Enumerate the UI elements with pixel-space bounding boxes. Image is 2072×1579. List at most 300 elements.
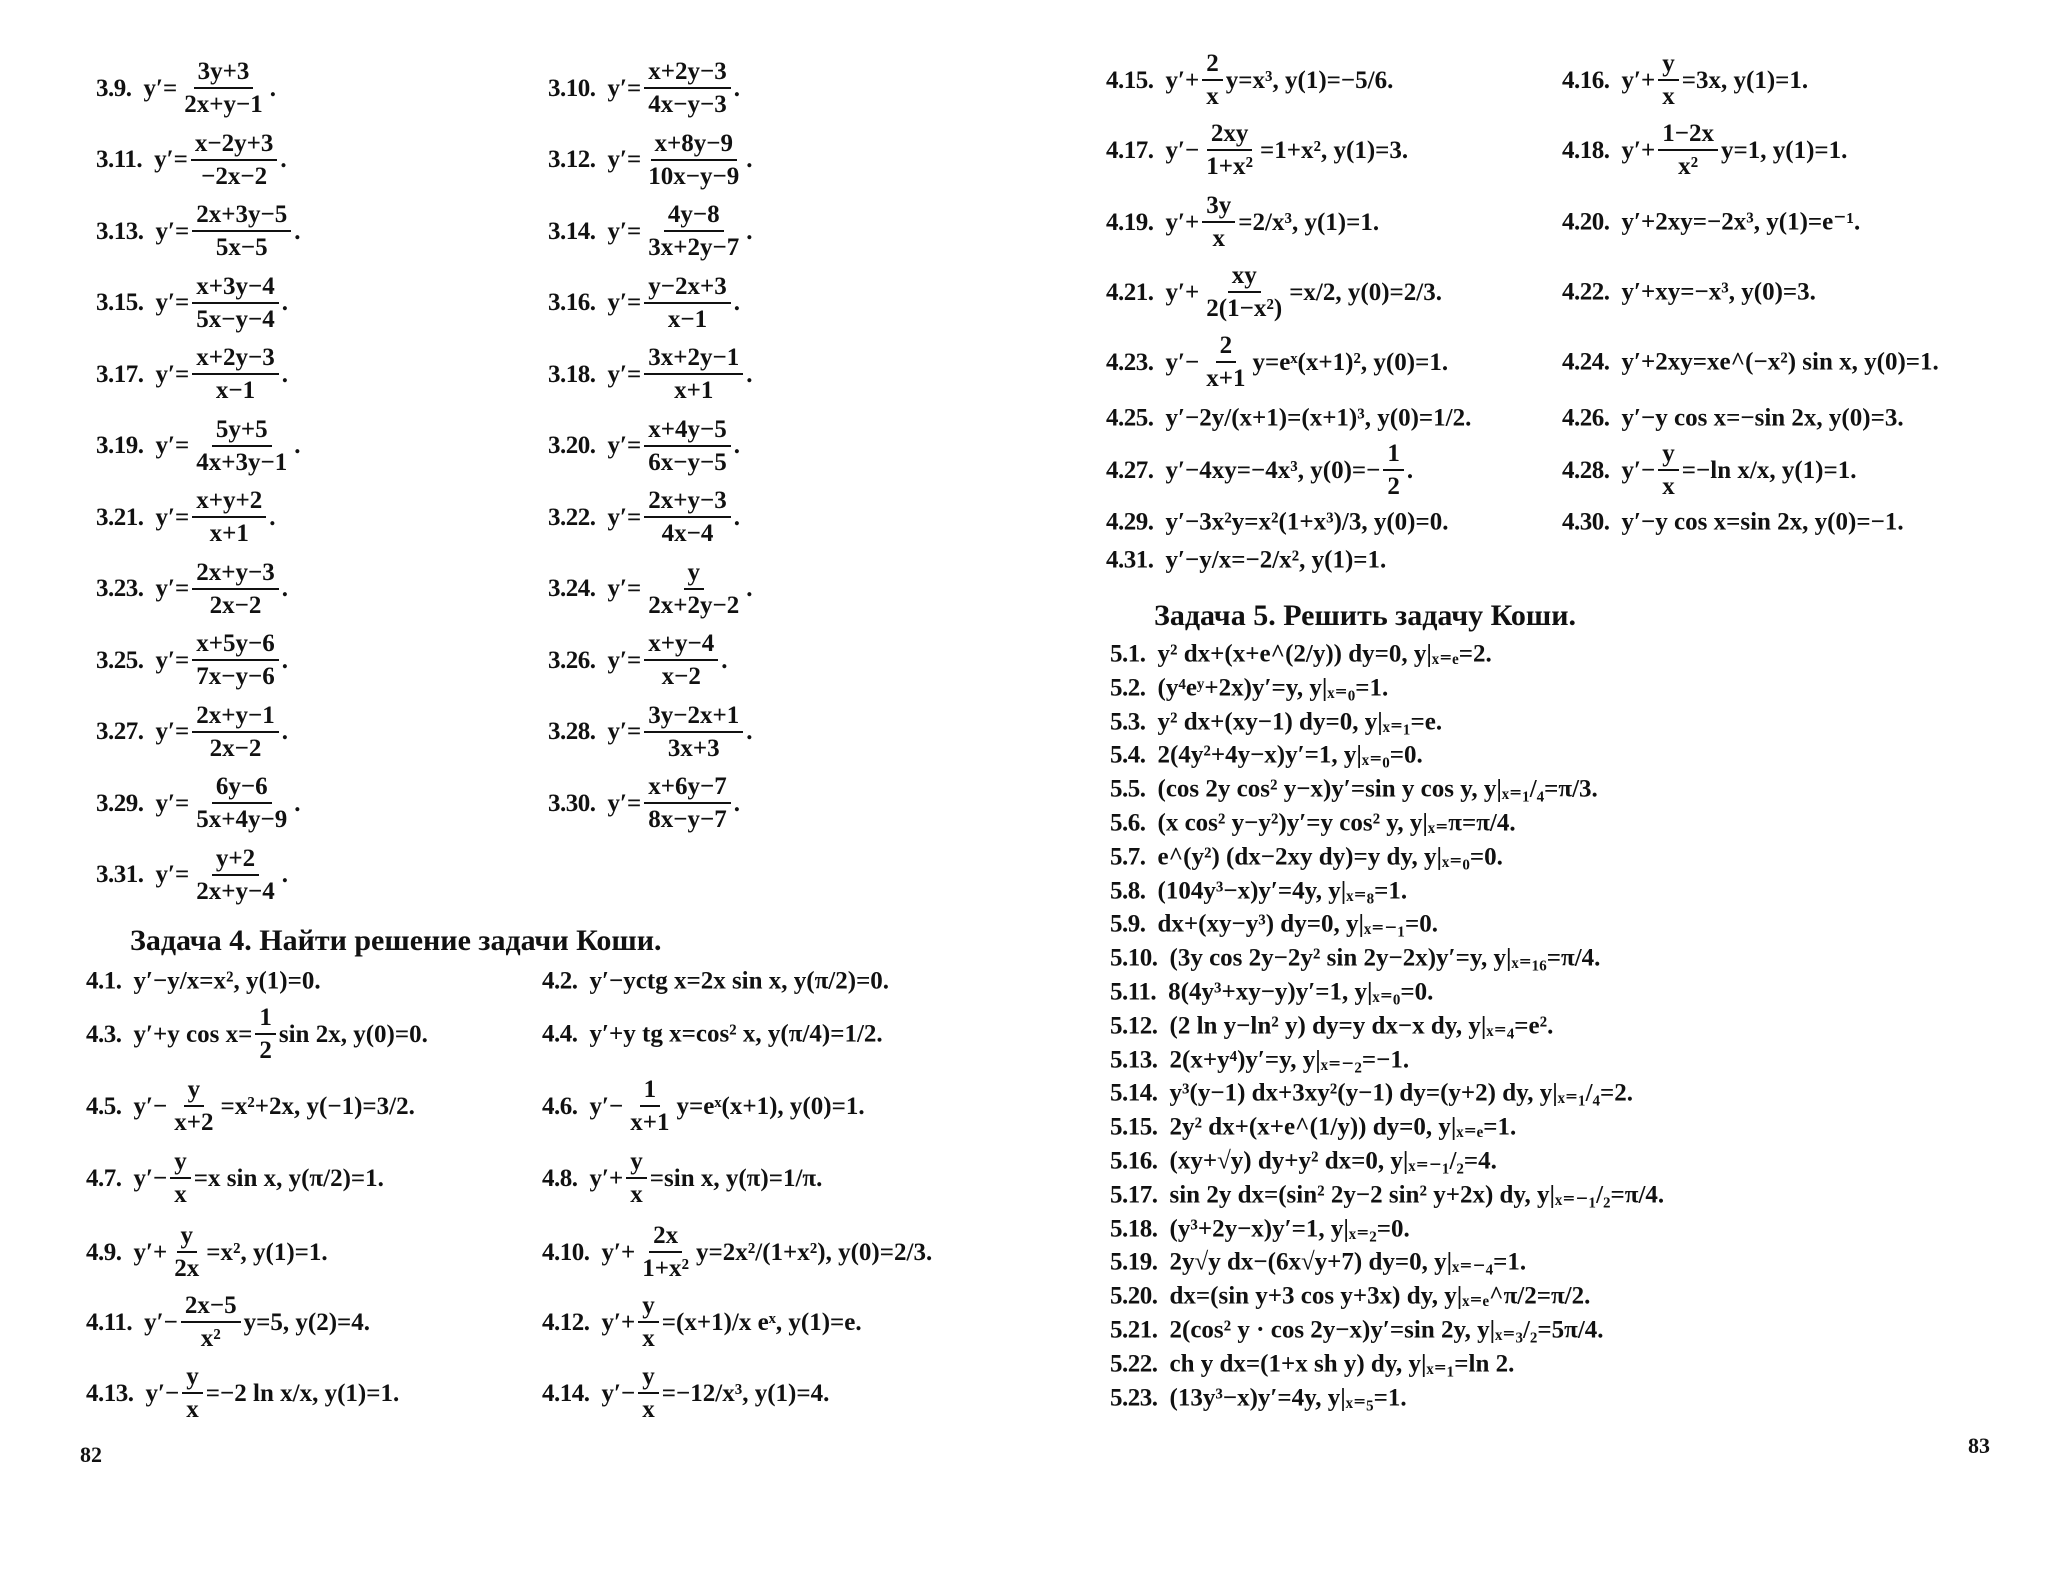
fraction [644, 131, 743, 189]
problem-number: 3.31. [96, 861, 144, 888]
fraction-numerator: x−2y+3 [191, 131, 278, 161]
problem-number: 5.9. [1110, 910, 1146, 938]
equation [590, 1077, 865, 1135]
problem-item [86, 1005, 428, 1063]
equation-suffix: . [733, 789, 741, 817]
fraction-denominator: x+2 [174, 1109, 214, 1136]
problem-item [1110, 1115, 1516, 1140]
fraction-numerator: 4y−8 [664, 202, 724, 232]
equation-text: (13y³−x)y′=4y, y|ₓ₌₅=1. [1169, 1384, 1407, 1412]
fraction-numerator: y [170, 1149, 191, 1179]
fraction [644, 488, 731, 546]
problem-number: 4.4. [542, 1020, 578, 1048]
problem-number: 5.2. [1110, 674, 1146, 702]
equation [1158, 844, 1503, 869]
fraction-denominator: 2(1−x²) [1206, 295, 1283, 322]
equation-suffix: y=x³, y(1)=−5/6. [1225, 66, 1394, 94]
fraction [1658, 441, 1679, 499]
equation [608, 417, 741, 475]
fraction [644, 774, 731, 832]
fraction-denominator: x+1 [630, 1109, 670, 1136]
problem-number: 3.24. [548, 575, 596, 602]
fraction-numerator: y [182, 1364, 203, 1394]
problem-number: 5.21. [1110, 1316, 1158, 1344]
equation [1166, 441, 1414, 499]
equation [1158, 777, 1598, 802]
problem-item [548, 417, 740, 475]
fraction [1202, 121, 1257, 179]
fraction-denominator: 5x+4y−9 [196, 806, 288, 833]
problem-item [96, 560, 288, 618]
problem-item [1562, 121, 1847, 179]
fraction [192, 560, 279, 618]
fraction-denominator: x+1 [674, 377, 714, 404]
fraction [1383, 441, 1404, 499]
problem-item [548, 59, 740, 117]
equation-suffix: y=2x²/(1+x²), y(0)=2/3. [696, 1238, 933, 1266]
fraction [192, 846, 279, 904]
equation-suffix: sin 2x, y(0)=0. [278, 1020, 428, 1048]
problem-number: 4.23. [1106, 348, 1154, 376]
fraction [170, 1149, 191, 1207]
equation-suffix: . [281, 646, 289, 674]
equation [1158, 878, 1408, 903]
equation-prefix: y′+xy=−x³, y(0)=3. [1621, 278, 1816, 306]
equation-suffix: . [746, 146, 753, 173]
problem-item [86, 1293, 370, 1351]
fraction-numerator: y [626, 1149, 647, 1179]
fraction-denominator: 2x−2 [209, 734, 262, 762]
problem-number: 4.10. [542, 1238, 590, 1266]
problem-item [86, 1223, 328, 1281]
problem-item [1110, 980, 1433, 1005]
equation-prefix: y′+y cos x= [133, 1020, 253, 1048]
equation [1166, 406, 1472, 431]
problem-number: 4.21. [1106, 278, 1154, 306]
problem-number: 3.10. [548, 74, 596, 102]
problem-item [96, 202, 301, 260]
fraction-denominator: 2x+y−1 [184, 91, 263, 118]
equation-suffix: =(x+1)/x eˣ, y(1)=e. [661, 1308, 862, 1336]
fraction-denominator: x+1 [1206, 365, 1246, 392]
fraction [644, 417, 731, 475]
problem-item [96, 846, 288, 904]
fraction-numerator: 2x−5 [181, 1293, 241, 1323]
equation-text: y³(y−1) dx+3xy²(y−1) dy=(y+2) dy, y|ₓ₌₁/₄=2. [1169, 1079, 1634, 1107]
equation [1170, 1385, 1407, 1410]
equation-suffix: =−2 ln x/x, y(1)=1. [205, 1379, 400, 1407]
fraction-numerator: 1 [640, 1077, 661, 1107]
equation [608, 703, 753, 761]
problem-number: 5.13. [1110, 1046, 1158, 1074]
problem-item [1110, 642, 1492, 667]
right-page [1036, 0, 2072, 1579]
problem-number: 3.27. [96, 718, 144, 745]
equation-suffix: y=1, y(1)=1. [1721, 136, 1848, 164]
fraction-numerator: 1 [255, 1005, 276, 1035]
problem-item [548, 488, 740, 546]
fraction-denominator: 2x+y−4 [196, 877, 275, 905]
fraction-numerator: 2x+y−3 [644, 488, 731, 518]
fraction-denominator: x [1212, 225, 1226, 252]
problem-number: 5.1. [1110, 640, 1146, 668]
fraction-numerator: 2 [1216, 333, 1237, 363]
problem-item [1106, 263, 1442, 321]
equation-text: 2y√y dx−(6x√y+7) dy=0, y|ₓ₌₋₄=1. [1169, 1248, 1527, 1276]
problem-number: 5.16. [1110, 1147, 1158, 1175]
equation [134, 1077, 415, 1135]
fraction [181, 1293, 241, 1351]
fraction-numerator: 2x+3y−5 [192, 202, 291, 232]
equation-suffix: y=eˣ(x+1), y(0)=1. [676, 1092, 865, 1120]
problem-number: 3.20. [548, 432, 596, 459]
equation-prefix: y′= [607, 74, 642, 102]
equation-prefix: y′= [155, 646, 190, 674]
equation-prefix: y′= [155, 217, 190, 245]
fraction-numerator: 3y+3 [194, 59, 254, 89]
equation [608, 202, 753, 260]
fraction-denominator: 2x [174, 1255, 200, 1282]
equation-suffix: =x sin x, y(π/2)=1. [193, 1164, 384, 1192]
problem-number: 5.15. [1110, 1113, 1158, 1141]
fraction-denominator: 4x−y−3 [648, 91, 727, 118]
fraction-denominator: x [1662, 473, 1675, 500]
equation-text: 2(4y²+4y−x)y′=1, y|ₓ₌₀=0. [1157, 741, 1423, 769]
problem-item [86, 1077, 415, 1135]
equation-suffix: . [746, 718, 753, 745]
equation [1158, 675, 1389, 700]
fraction-denominator: 2 [259, 1037, 272, 1064]
equation [1170, 1047, 1410, 1072]
problem-number: 4.27. [1106, 456, 1154, 484]
fraction-denominator: 8x−y−7 [648, 806, 727, 833]
problem-item [1110, 1081, 1633, 1106]
equation-text: y² dx+(xy−1) dy=0, y|ₓ₌₁=e. [1157, 708, 1443, 736]
problem-number: 5.20. [1110, 1282, 1158, 1310]
equation [1170, 1149, 1497, 1174]
problem-number: 3.25. [96, 646, 144, 674]
problem-number: 3.28. [548, 718, 596, 745]
problem-item [1106, 510, 1449, 535]
fraction [638, 1364, 659, 1422]
equation-prefix: y′− [133, 1092, 168, 1120]
equation [156, 846, 289, 904]
equation-text: (y³+2y−x)y′=1, y|ₓ₌₂=0. [1169, 1215, 1410, 1243]
equation-suffix: . [281, 861, 289, 888]
equation [1170, 1115, 1517, 1140]
problem-item [548, 631, 728, 689]
equation [1170, 946, 1601, 971]
problem-number: 4.16. [1562, 66, 1610, 94]
problem-number: 5.10. [1110, 944, 1158, 972]
fraction [255, 1005, 276, 1063]
fraction [644, 345, 743, 403]
equation-prefix: y′+ [1621, 136, 1656, 164]
equation [608, 774, 741, 832]
equation-prefix: y′− [133, 1164, 168, 1192]
fraction-denominator: 3x+2y−7 [648, 234, 740, 261]
equation [1622, 51, 1809, 109]
fraction-numerator: y [184, 1077, 205, 1107]
fraction [626, 1149, 647, 1207]
page-number-left: 82 [80, 1442, 102, 1467]
problem-number: 3.19. [96, 432, 144, 459]
problem-item [96, 274, 288, 332]
fraction-numerator: y−2x+3 [644, 274, 731, 304]
equation-prefix: y′+ [1621, 66, 1656, 94]
fraction-numerator: y+2 [212, 846, 259, 876]
fraction-numerator: x+2y−3 [192, 345, 279, 375]
problem-number: 3.15. [96, 289, 144, 316]
equation-prefix: y′− [145, 1379, 180, 1407]
equation [134, 969, 321, 994]
equation [608, 488, 741, 546]
equation-suffix: . [294, 217, 301, 245]
equation-prefix: y′= [607, 718, 642, 745]
equation [608, 131, 753, 189]
problem-item [1110, 1216, 1410, 1241]
fraction [170, 1223, 203, 1281]
problem-number: 4.14. [542, 1379, 590, 1407]
equation [156, 202, 301, 260]
equation-prefix: y′+ [1165, 278, 1200, 306]
equation-text: 2(cos² y · cos 2y−x)y′=sin 2y, y|ₓ₌₃/₂=5π/4. [1169, 1316, 1604, 1344]
fraction [170, 1077, 217, 1135]
fraction-denominator: 2x+2y−2 [648, 591, 740, 619]
problem-number: 5.4. [1110, 741, 1146, 769]
fraction [644, 59, 731, 117]
equation-text: y² dx+(x+e^(2/y)) dy=0, y|ₓ₌ₑ=2. [1157, 640, 1492, 668]
equation [156, 774, 301, 832]
equation-suffix: . [733, 432, 741, 459]
fraction-numerator: x+y−4 [644, 631, 718, 661]
fraction-numerator: y [1658, 441, 1679, 471]
problem-number: 4.6. [542, 1092, 578, 1120]
equation-suffix: . [746, 575, 753, 602]
problem-number: 4.26. [1562, 404, 1610, 432]
equation [602, 1364, 830, 1422]
problem-number: 3.16. [548, 289, 596, 316]
fraction-denominator: x [642, 1396, 655, 1423]
equation [1166, 193, 1380, 251]
fraction [1202, 263, 1286, 321]
fraction-numerator: x+4y−5 [644, 417, 731, 447]
problem-number: 3.22. [548, 503, 596, 531]
fraction-denominator: 5x−5 [215, 234, 268, 261]
equation [1170, 1318, 1604, 1343]
problem-item [1110, 777, 1598, 802]
equation-prefix: y′= [155, 503, 190, 531]
problem-number: 4.18. [1562, 136, 1610, 164]
equation [134, 1005, 428, 1063]
equation-prefix: y′−3x²y=x²(1+x³)/3, y(0)=0. [1165, 508, 1449, 536]
fraction [192, 631, 279, 689]
fraction-numerator: 3x+2y−1 [644, 345, 743, 375]
problem-item [548, 560, 753, 618]
fraction-numerator: 1 [1383, 441, 1404, 471]
equation-text: (3y cos 2y−2y² sin 2y−2x)y′=y, y|ₓ₌₁₆=π/4. [1169, 944, 1601, 972]
problem-item [1106, 333, 1448, 391]
problem-number: 5.12. [1110, 1012, 1158, 1040]
equation-prefix: y′= [155, 575, 190, 602]
fraction-numerator: y [684, 560, 705, 590]
equation-prefix: y′− [601, 1379, 636, 1407]
fraction-denominator: 7x−y−6 [196, 663, 275, 690]
fraction-numerator: y [177, 1223, 198, 1253]
equation-text: dx=(sin y+3 cos y+3x) dy, y|ₓ₌ₑ^π/2=π/2. [1169, 1282, 1591, 1310]
fraction [192, 417, 291, 475]
equation-suffix: . [281, 360, 289, 388]
problem-item [96, 345, 288, 403]
fraction-denominator: x [1206, 83, 1219, 110]
equation [608, 560, 753, 618]
problem-number: 4.29. [1106, 508, 1154, 536]
problem-item [1110, 1284, 1590, 1309]
fraction [638, 1223, 693, 1281]
problem-item [1562, 51, 1808, 109]
equation [1170, 1284, 1591, 1309]
problem-item [96, 417, 301, 475]
fraction-numerator: x+y+2 [192, 488, 266, 518]
problem-number: 4.5. [86, 1092, 122, 1120]
equation-prefix: y′−2y/(x+1)=(x+1)³, y(0)=1/2. [1165, 404, 1472, 432]
equation [1166, 121, 1409, 179]
equation-prefix: y′= [155, 289, 190, 316]
fraction-numerator: y [1658, 51, 1679, 81]
fraction [1202, 51, 1223, 109]
fraction-denominator: x−1 [667, 305, 708, 333]
problem-item [548, 274, 740, 332]
problem-number: 3.21. [96, 503, 144, 531]
problem-number: 3.26. [548, 646, 596, 674]
problem-item [96, 631, 288, 689]
equation-prefix: y′= [607, 575, 642, 602]
fraction-numerator: 2x+y−1 [192, 703, 279, 733]
fraction-numerator: x+2y−3 [644, 59, 731, 89]
equation-prefix: y′+ [601, 1238, 636, 1266]
fraction-denominator: 10x−y−9 [648, 162, 740, 190]
equation-suffix: . [280, 146, 287, 173]
equation [1158, 912, 1438, 937]
problem-number: 4.24. [1562, 348, 1610, 376]
equation [1622, 406, 1904, 431]
equation-suffix: =−ln x/x, y(1)=1. [1681, 456, 1857, 484]
equation-prefix: y′= [155, 861, 190, 888]
problem-item [1110, 675, 1388, 700]
fraction [644, 274, 731, 332]
equation-prefix: y′= [607, 360, 642, 388]
problem-item [1110, 878, 1407, 903]
problem-item [548, 345, 753, 403]
fraction [1658, 121, 1718, 179]
fraction [626, 1077, 673, 1135]
problem-item [548, 703, 753, 761]
equation [1170, 1250, 1527, 1275]
fraction-denominator: x−1 [215, 377, 256, 404]
equation [608, 59, 741, 117]
problem-number: 5.22. [1110, 1350, 1158, 1378]
problem-item [1110, 811, 1516, 836]
equation-prefix: y′+ [601, 1308, 636, 1336]
fraction-numerator: 6y−6 [212, 774, 272, 804]
problem-number: 5.11. [1110, 978, 1157, 1006]
problem-number: 4.19. [1106, 208, 1154, 236]
equation-text: (2 ln y−ln² y) dy=y dx−x dy, y|ₓ₌₄=e². [1169, 1012, 1554, 1040]
equation-suffix: . [746, 360, 753, 388]
problem-number: 4.2. [542, 967, 578, 995]
fraction [191, 131, 278, 189]
fraction-denominator: x+1 [209, 520, 249, 547]
problem-item [1562, 406, 1904, 431]
equation-prefix: y′= [607, 503, 642, 531]
equation-prefix: y′= [143, 74, 178, 102]
equation [156, 560, 289, 618]
equation-text: ch y dx=(1+x sh y) dy, y|ₓ₌₁=ln 2. [1169, 1350, 1515, 1378]
problem-number: 4.11. [86, 1308, 133, 1336]
problem-item [1110, 912, 1438, 937]
problem-item [1106, 406, 1471, 431]
equation [1158, 709, 1443, 734]
problem-item [1106, 121, 1408, 179]
fraction [644, 560, 743, 618]
equation-prefix: y′−y cos x=sin 2x, y(0)=−1. [1621, 508, 1904, 536]
problem-number: 3.11. [96, 146, 143, 173]
equation [1170, 1013, 1554, 1038]
problem-number: 5.19. [1110, 1248, 1158, 1276]
problem-item [1110, 1250, 1526, 1275]
problem-number: 4.9. [86, 1238, 122, 1266]
fraction-denominator: x−2 [661, 663, 701, 690]
problem-item [1110, 946, 1600, 971]
fraction-denominator: −2x−2 [201, 162, 268, 190]
problem-number: 4.12. [542, 1308, 590, 1336]
equation-prefix: y′+2xy=xe^(−x²) sin x, y(0)=1. [1621, 348, 1939, 376]
equation [1170, 1216, 1410, 1241]
equation [1168, 980, 1433, 1005]
equation-text: 2(x+y⁴)y′=y, y|ₓ₌₋₂=−1. [1169, 1046, 1410, 1074]
fraction [192, 202, 291, 260]
fraction-denominator: 4x−4 [661, 520, 714, 547]
equation [1622, 441, 1857, 499]
equation-text: (xy+√y) dy+y² dx=0, y|ₓ₌₋₁/₂=4. [1169, 1147, 1497, 1175]
equation [590, 1022, 883, 1047]
equation-suffix: =2/x³, y(1)=1. [1238, 208, 1380, 236]
problem-number: 5.14. [1110, 1079, 1158, 1107]
equation-prefix: y′= [154, 146, 188, 173]
problem-item [1110, 1385, 1407, 1410]
fraction-denominator: x [630, 1181, 643, 1208]
problem-item [1110, 1149, 1497, 1174]
problem-number: 4.20. [1562, 208, 1610, 236]
equation [144, 59, 277, 117]
fraction [1202, 193, 1235, 251]
problem-number: 4.3. [86, 1020, 122, 1048]
problem-number: 4.15. [1106, 66, 1154, 94]
equation [608, 274, 741, 332]
fraction [644, 202, 743, 260]
fraction-numerator: x+8y−9 [651, 131, 738, 161]
page-number-right: 83 [1968, 1433, 1990, 1458]
equation [146, 1364, 400, 1422]
equation-text: dx+(xy−y³) dy=0, y|ₓ₌₋₁=0. [1157, 910, 1438, 938]
equation [156, 703, 289, 761]
equation [156, 631, 289, 689]
fraction-numerator: 1−2x [1658, 121, 1718, 151]
equation [1158, 811, 1516, 836]
equation-prefix: y′+ [1165, 66, 1200, 94]
problem-item [86, 969, 321, 994]
fraction [192, 345, 279, 403]
